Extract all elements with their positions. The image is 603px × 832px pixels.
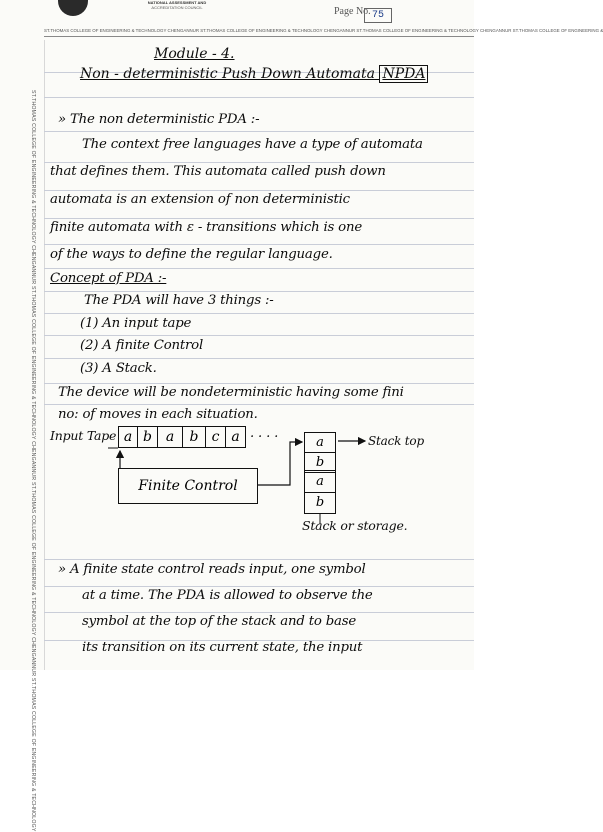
- input-tape-label: Input Tape: [50, 428, 117, 443]
- title-text: Non - deterministic Push Down Automata: [80, 66, 375, 82]
- tape-cell: a: [157, 426, 183, 448]
- paragraph-line: of the ways to define the regular language.: [50, 247, 333, 262]
- tape-cell: b: [137, 426, 158, 448]
- college-strip-side: ST.THOMAS COLLEGE OF ENGINEERING & TECHNOLOGY CHENGANNUR ST.THOMAS COLLEGE OF ENGINEERING & TECHNOLOGY CHENGANNUR ST.THOMAS COLLEGE OF ENGINEERING & TECHNOLOGY CHENGANNUR ST.THOMAS COLLEGE OF ENGINEERING & TECHNOLOGY: [30, 90, 36, 832]
- paragraph-line: its transition on its current state, the input: [82, 640, 363, 655]
- paragraph-line: no: of moves in each situation.: [58, 407, 258, 422]
- stack-cell: a: [304, 470, 336, 493]
- tape-cell: c: [205, 426, 226, 448]
- heading-nondeterministic-pda: » The non deterministic PDA :-: [58, 112, 260, 127]
- accreditation-line-2: ACCREDITATION COUNCIL: [151, 5, 203, 10]
- tape-cell: a: [225, 426, 246, 448]
- finite-control-box: Finite Control: [118, 468, 258, 504]
- paragraph-line: at a time. The PDA is allowed to observe the: [82, 588, 373, 603]
- list-item: (1) An input tape: [80, 316, 192, 331]
- paragraph-line: The device will be nondeterministic having some fini: [58, 385, 404, 400]
- paragraph-line: The PDA will have 3 things :-: [84, 293, 274, 308]
- stack-cell: b: [304, 452, 336, 473]
- tape-continuation-dots: . . . .: [250, 426, 279, 441]
- paragraph-line: symbol at the top of the stack and to base: [82, 614, 357, 629]
- tape-cell: b: [182, 426, 206, 448]
- stack-storage-label: Stack or storage.: [302, 518, 408, 533]
- paragraph-line: automata is an extension of non deterministic: [50, 192, 350, 207]
- list-item: (2) A finite Control: [80, 338, 204, 353]
- accreditation-line-1: NATIONAL ASSESSMENT AND: [147, 0, 207, 5]
- module-heading: Module - 4.: [154, 46, 235, 62]
- paragraph-line: that defines them. This automata called push down: [50, 164, 386, 179]
- page-no-value: 75: [364, 8, 392, 23]
- stack-top-label: Stack top: [368, 434, 424, 448]
- paragraph-line: finite automata with ε - transitions which is one: [50, 220, 363, 235]
- paragraph-line: The context free languages have a type of automata: [82, 137, 423, 152]
- stack-cell: b: [304, 492, 336, 514]
- college-strip-top: ST.THOMAS COLLEGE OF ENGINEERING & TECHNOLOGY CHENGANNUR ST.THOMAS COLLEGE OF ENGINEERING & TECHNOLOGY CHENGANNUR ST.THOMAS COLLEGE OF ENGINEERING & TECHNOLOGY CHENGANNUR ST.THOMAS COLLEGE OF ENGINEERING &: [44, 28, 603, 33]
- tape-cell: a: [118, 426, 138, 448]
- paragraph-line: » A finite state control reads input, one symbol: [58, 562, 366, 577]
- page-no-label: Page No.: [334, 6, 371, 17]
- stack-cell: a: [304, 432, 336, 453]
- title-abbreviation: NPDA: [379, 65, 428, 83]
- heading-concept-of-pda: Concept of PDA :-: [50, 271, 167, 286]
- list-item: (3) A Stack.: [80, 361, 157, 376]
